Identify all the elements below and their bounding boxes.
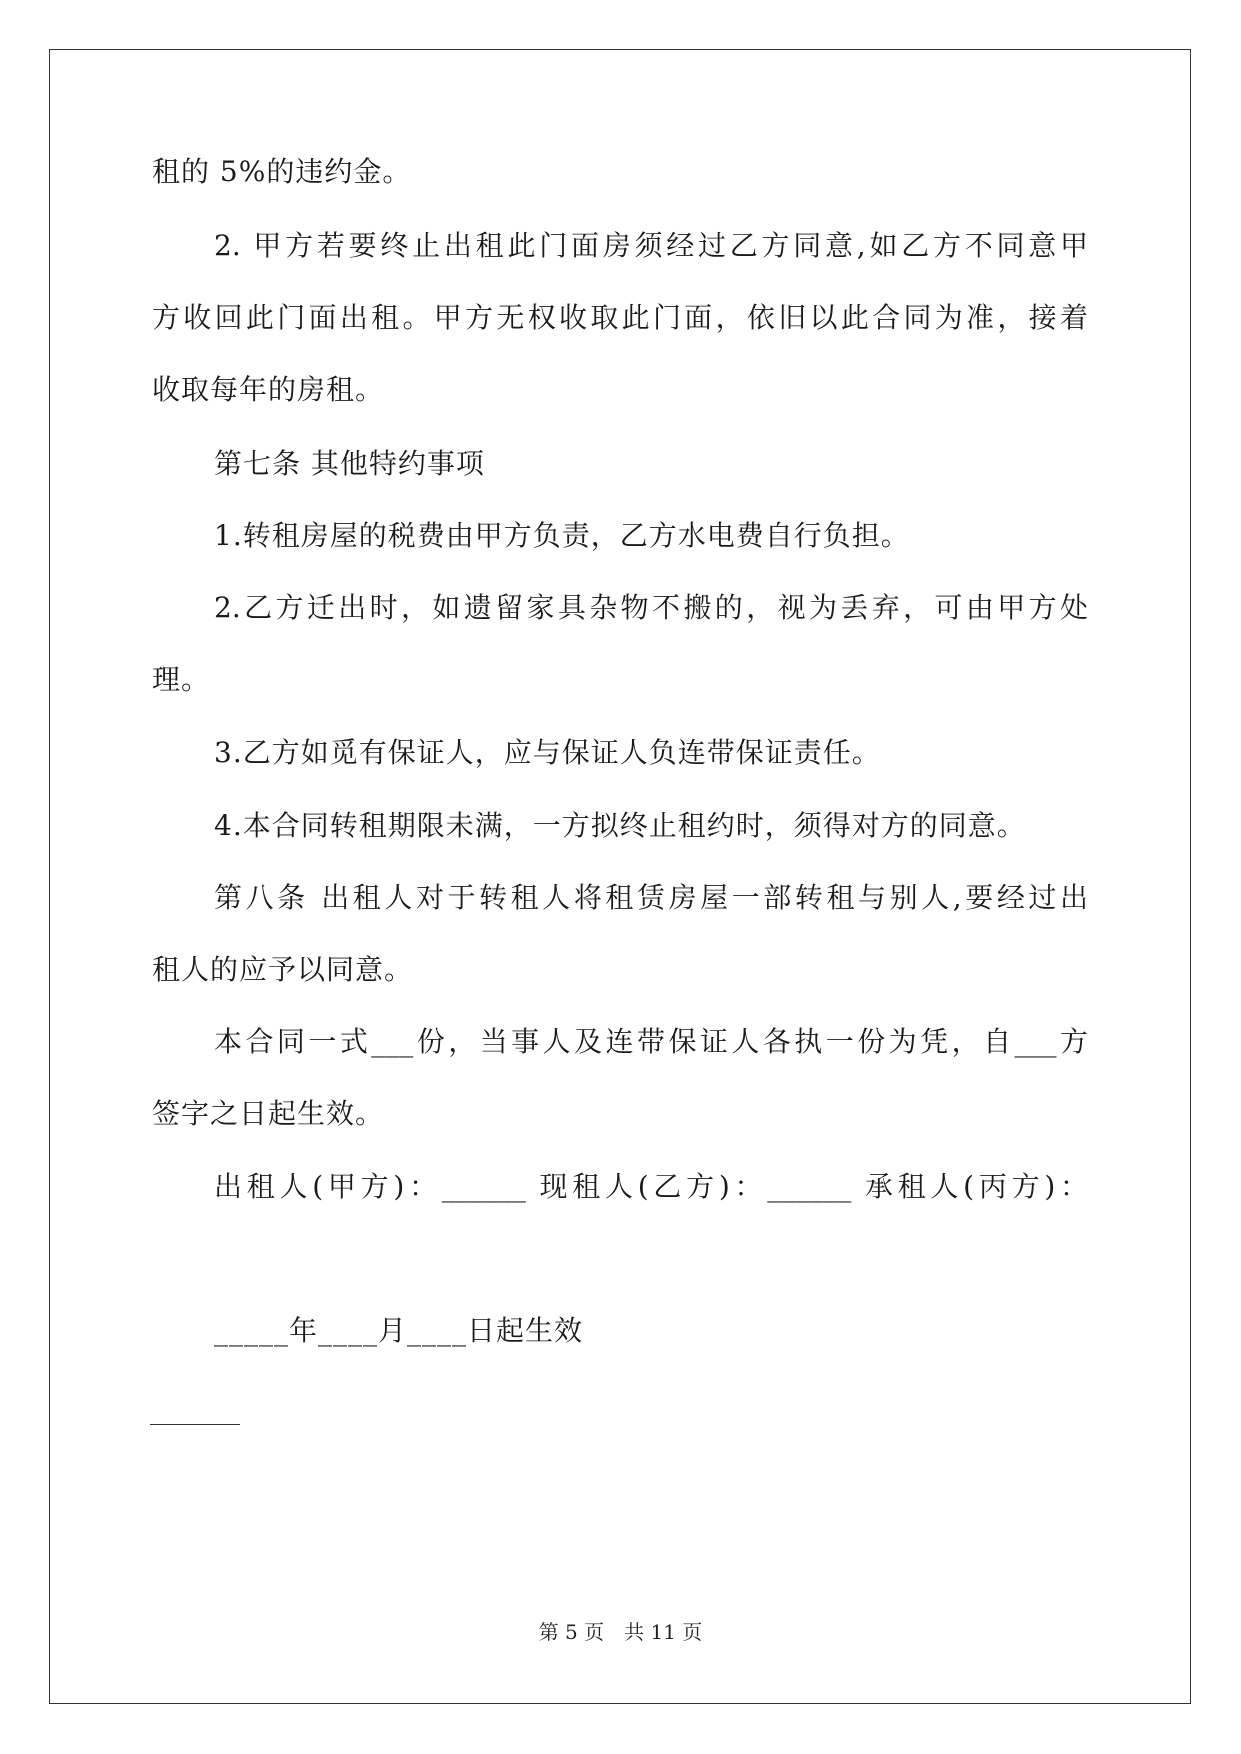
text-line: 本合同一式___份，当事人及连带保证人各执一份为凭，自___方: [214, 1025, 1088, 1058]
section-heading: 第七条 其他特约事项: [214, 447, 485, 480]
page-footer: [0, 1620, 1241, 1644]
section-heading: 第八条 出租人对于转租人将租赁房屋一部转租与别人,要经过出: [214, 881, 1088, 914]
text-line: 3.乙方如觅有保证人，应与保证人负连带保证责任。: [214, 736, 881, 769]
text-line: 租人的应予以同意。: [152, 953, 414, 986]
text-line: 租的 5%的违约金。: [152, 155, 412, 188]
effective-date-line: _____年____月____日起生效: [214, 1314, 584, 1347]
text-line: 2.乙方迁出时，如遗留家具杂物不搬的，视为丢弃，可由甲方处: [214, 591, 1088, 624]
text-line: 理。: [152, 663, 211, 696]
text-line: 4.本合同转租期限未满，一方拟终止租约时，须得对方的同意。: [214, 809, 1026, 842]
signature-line: 出租人(甲方)：______ 现租人(乙方)：______ 承租人(丙方)：: [214, 1170, 1088, 1203]
text-line: 1.转租房屋的税费由甲方负责，乙方水电费自行负担。: [214, 519, 910, 552]
text-line: 2. 甲方若要终止出租此门面房须经过乙方同意,如乙方不同意甲: [214, 229, 1088, 262]
text-line: 收取每年的房租。: [152, 373, 385, 406]
page-total: 共 11 页: [624, 1620, 703, 1644]
text-line: 方收回此门面出租。甲方无权收取此门面，依旧以此合同为准，接着: [152, 301, 1088, 334]
text-line: 签字之日起生效。: [152, 1097, 385, 1130]
page-number: 第 5 页: [538, 1620, 605, 1644]
signature-blank: [150, 1424, 240, 1425]
